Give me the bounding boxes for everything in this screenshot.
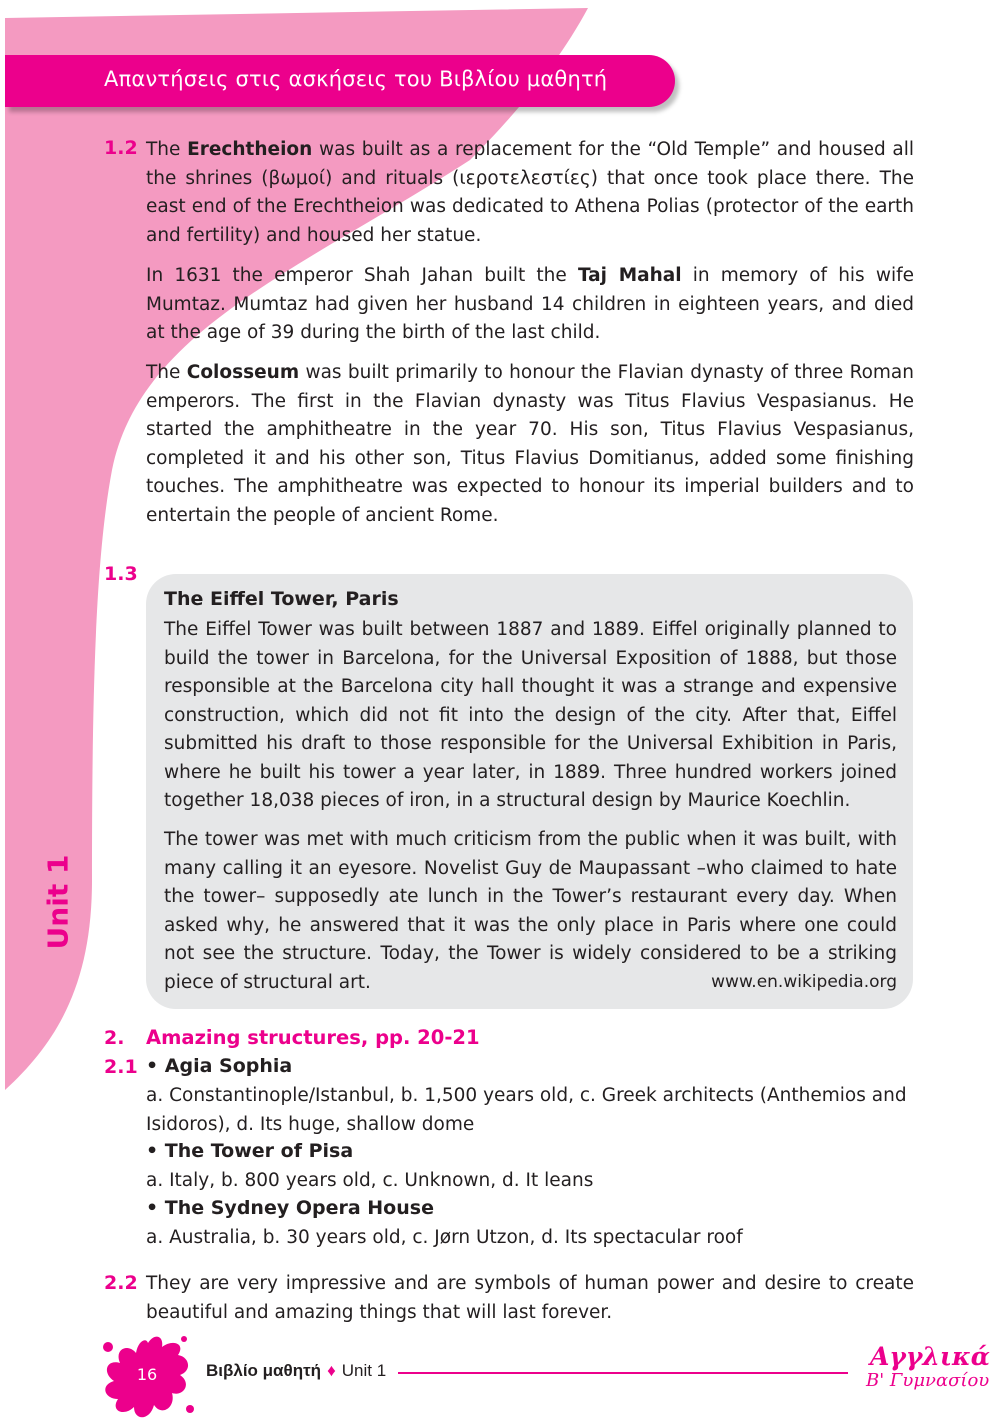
- eiffel-content: [164, 588, 897, 610]
- term-colosseum: Colosseum: [186, 362, 300, 383]
- page-header-title: Απαντήσεις στις ασκήσεις του Βιβλίου μαθητή: [104, 67, 608, 91]
- answer-2-2: They are very impressive and are symbols of human power and desire to create beautiful and amazing things that will last forever.: [146, 1273, 914, 1323]
- section-number-1-3: 1.3: [104, 563, 138, 585]
- eiffel-paragraph-2: The tower was met with much criticism from the public when it was built, with many calling it an eyesore. Novelist Guy de Maupassant –who claimed to hate the tower– supposedly ate lunch in the Tower’s restaurant every day. When asked why, he answered that it was the only place in Paris where one could not see the structure. Today, the Tower is widely considered to be a striking piece of structural art.: [164, 829, 897, 993]
- answer-tower-of-pisa: a. Italy, b. 800 years old, c. Unknown, d. It leans: [146, 1170, 594, 1191]
- term-taj-mahal: Taj Mahal: [577, 265, 682, 286]
- footer-label: [206, 1361, 386, 1381]
- paragraph-colosseum: The Colosseum was built primarily to honour the Flavian dynasty of three Roman emperors. The first in the Flavian dynasty was Titus Flavius Vespasianus. He started the amphitheatre in the year 70. His son, Titus Flavius Vespasianus, completed it and his other son, Titus Flavius Domitianus, added some finishing touches. The amphitheatre was expected to honour its imperial builders and to entertain the people of ancient Rome.: [146, 362, 914, 526]
- footer-divider: [398, 1372, 848, 1374]
- section-number-2-1: 2.1: [104, 1056, 138, 1078]
- answer-sydney-opera-house: a. Australia, b. 30 years old, c. Jørn Utzon, d. Its spectacular roof: [146, 1227, 743, 1248]
- eiffel-title: The Eiffel Tower, Paris: [164, 588, 399, 610]
- answer-agia-sophia: a. Constantinople/Istanbul, b. 1,500 years old, c. Greek architects (Anthemios and Isidoros), d. Its huge, shallow dome: [146, 1085, 907, 1135]
- section-number-1-2: 1.2: [104, 137, 138, 159]
- brand-logo: [866, 1342, 990, 1393]
- unit-side-label: Unit 1: [41, 854, 75, 950]
- footer-book: Βιβλίο μαθητή: [206, 1361, 322, 1380]
- paragraph-erechtheion: The Erechtheion was built as a replacement for the “Old Temple” and housed all the shrines (βωμοί) and rituals (ιεροτελεστίες) that once took place there. The east end of the Erechtheion was dedicated to Athena Polias (protector of the earth and fertility) and housed her statue.: [146, 139, 914, 246]
- paragraph-taj-mahal: In 1631 the emperor Shah Jahan built the Taj Mahal in memory of his wife Mumtaz. Mumtaz had given her husband 14 children in eighteen years, and died at the age of 39 during the birth of the last child.: [146, 265, 915, 343]
- eiffel-paragraph-1: The Eiffel Tower was built between 1887 and 1889. Eiffel originally planned to build the tower in Barcelona, for the Universal Exposition of 1888, but those responsible at the Barcelona city hall thought it was a strange and expensive construction, which did not fit into the design of the city. After that, Eiffel submitted his draft to those responsible for the Universal Exhibition in Paris, where he built his tower a year later, in 1889. Three hundred workers joined together 18,038 pieces of iron, in a structural design by Maurice Koechlin.: [164, 619, 897, 811]
- brand-line-2: Β' Γυμνασίου: [866, 1370, 990, 1391]
- term-erechtheion: Erechtheion: [187, 139, 313, 160]
- section-number-2: 2.: [104, 1027, 125, 1049]
- diamond-icon: ♦: [327, 1361, 336, 1380]
- section-2-title: Amazing structures, pp. 20-21: [146, 1026, 480, 1049]
- item-name-tower-of-pisa: • The Tower of Pisa: [146, 1140, 354, 1162]
- source-citation: www.en.wikipedia.org: [711, 972, 897, 992]
- footer-unit: Unit 1: [341, 1361, 387, 1380]
- item-name-sydney-opera-house: • The Sydney Opera House: [146, 1197, 434, 1219]
- page-number: 16: [136, 1365, 158, 1384]
- brand-line-1: Αγγλικά: [870, 1342, 990, 1371]
- item-name-agia-sophia: • Agia Sophia: [146, 1055, 293, 1077]
- section-number-2-2: 2.2: [104, 1272, 138, 1294]
